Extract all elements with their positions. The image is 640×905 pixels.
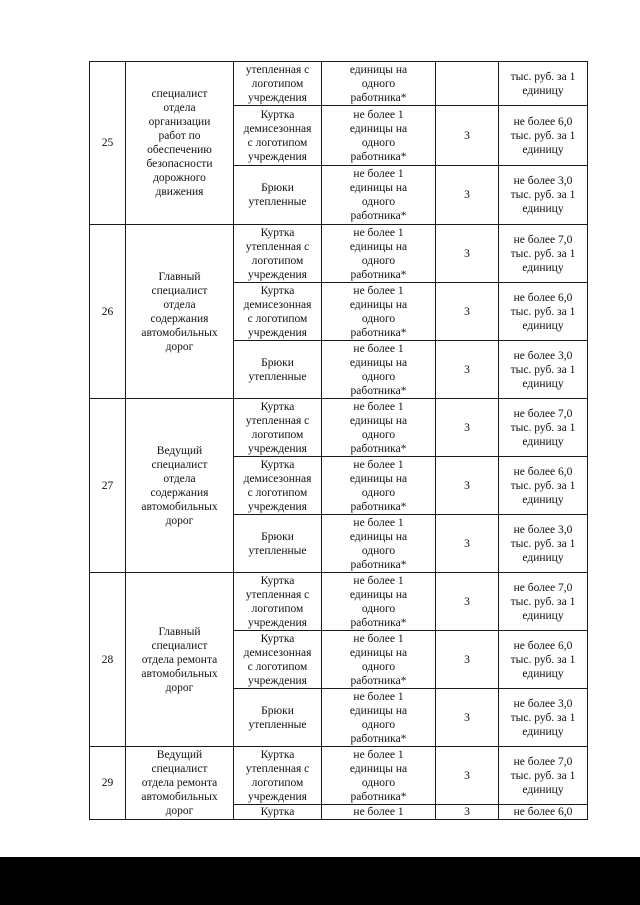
quantity-norm: единицы на одного работника* bbox=[322, 62, 436, 106]
wear-period: 3 bbox=[436, 747, 499, 805]
clothing-item: Брюки утепленные bbox=[234, 515, 322, 573]
row-number: 25 bbox=[90, 62, 126, 225]
clothing-item: утепленная с логотипом учреждения bbox=[234, 62, 322, 106]
wear-period: 3 bbox=[436, 805, 499, 820]
row-number: 26 bbox=[90, 225, 126, 399]
table-row bbox=[90, 747, 588, 805]
row-number: 29 bbox=[90, 747, 126, 820]
quantity-norm: не более 1 единицы на одного работника* bbox=[322, 106, 436, 166]
position-title: специалист отдела организации работ по обеспечению безопасности дорожного движения bbox=[126, 62, 234, 225]
quantity-norm: не более 1 единицы на одного работника* bbox=[322, 283, 436, 341]
row-number: 27 bbox=[90, 399, 126, 573]
clothing-item: Куртка утепленная с логотипом учреждения bbox=[234, 225, 322, 283]
price-limit: не более 6,0 bbox=[499, 805, 588, 820]
wear-period: 3 bbox=[436, 631, 499, 689]
equipment-norms-table bbox=[89, 61, 588, 820]
clothing-item: Куртка демисезонная с логотипом учреждения bbox=[234, 106, 322, 166]
clothing-item: Брюки утепленные bbox=[234, 689, 322, 747]
row-number: 28 bbox=[90, 573, 126, 747]
wear-period: 3 bbox=[436, 283, 499, 341]
price-limit: не более 6,0 тыс. руб. за 1 единицу bbox=[499, 457, 588, 515]
clothing-item: Куртка демисезонная с логотипом учреждения bbox=[234, 631, 322, 689]
quantity-norm: не более 1 единицы на одного работника* bbox=[322, 457, 436, 515]
clothing-item: Куртка утепленная с логотипом учреждения bbox=[234, 747, 322, 805]
quantity-norm: не более 1 bbox=[322, 805, 436, 820]
position-title: Главный специалист отдела ремонта автомобильных дорог bbox=[126, 573, 234, 747]
position-title: Главный специалист отдела содержания автомобильных дорог bbox=[126, 225, 234, 399]
clothing-item: Брюки утепленные bbox=[234, 341, 322, 399]
position-title: Ведущий специалист отдела ремонта автомобильных дорог bbox=[126, 747, 234, 820]
price-limit: тыс. руб. за 1 единицу bbox=[499, 62, 588, 106]
table-row bbox=[90, 225, 588, 283]
table-row bbox=[90, 399, 588, 457]
wear-period: 3 bbox=[436, 341, 499, 399]
price-limit: не более 3,0 тыс. руб. за 1 единицу bbox=[499, 166, 588, 225]
table-row bbox=[90, 62, 588, 106]
quantity-norm: не более 1 единицы на одного работника* bbox=[322, 225, 436, 283]
price-limit: не более 6,0 тыс. руб. за 1 единицу bbox=[499, 631, 588, 689]
wear-period bbox=[436, 62, 499, 106]
table-row bbox=[90, 573, 588, 631]
quantity-norm: не более 1 единицы на одного работника* bbox=[322, 631, 436, 689]
wear-period: 3 bbox=[436, 457, 499, 515]
quantity-norm: не более 1 единицы на одного работника* bbox=[322, 573, 436, 631]
price-limit: не более 7,0 тыс. руб. за 1 единицу bbox=[499, 573, 588, 631]
clothing-item: Куртка утепленная с логотипом учреждения bbox=[234, 573, 322, 631]
price-limit: не более 3,0 тыс. руб. за 1 единицу bbox=[499, 341, 588, 399]
quantity-norm: не более 1 единицы на одного работника* bbox=[322, 689, 436, 747]
wear-period: 3 bbox=[436, 515, 499, 573]
quantity-norm: не более 1 единицы на одного работника* bbox=[322, 515, 436, 573]
scan-bottom-edge bbox=[0, 857, 640, 905]
quantity-norm: не более 1 единицы на одного работника* bbox=[322, 166, 436, 225]
price-limit: не более 7,0 тыс. руб. за 1 единицу bbox=[499, 399, 588, 457]
quantity-norm: не более 1 единицы на одного работника* bbox=[322, 399, 436, 457]
price-limit: не более 3,0 тыс. руб. за 1 единицу bbox=[499, 515, 588, 573]
clothing-item: Брюки утепленные bbox=[234, 166, 322, 225]
clothing-item: Куртка утепленная с логотипом учреждения bbox=[234, 399, 322, 457]
price-limit: не более 7,0 тыс. руб. за 1 единицу bbox=[499, 747, 588, 805]
clothing-item: Куртка демисезонная с логотипом учреждения bbox=[234, 283, 322, 341]
quantity-norm: не более 1 единицы на одного работника* bbox=[322, 747, 436, 805]
wear-period: 3 bbox=[436, 573, 499, 631]
wear-period: 3 bbox=[436, 166, 499, 225]
clothing-item: Куртка демисезонная с логотипом учреждения bbox=[234, 457, 322, 515]
clothing-item: Куртка bbox=[234, 805, 322, 820]
price-limit: не более 7,0 тыс. руб. за 1 единицу bbox=[499, 225, 588, 283]
price-limit: не более 6,0 тыс. руб. за 1 единицу bbox=[499, 106, 588, 166]
quantity-norm: не более 1 единицы на одного работника* bbox=[322, 341, 436, 399]
wear-period: 3 bbox=[436, 689, 499, 747]
price-limit: не более 3,0 тыс. руб. за 1 единицу bbox=[499, 689, 588, 747]
price-limit: не более 6,0 тыс. руб. за 1 единицу bbox=[499, 283, 588, 341]
wear-period: 3 bbox=[436, 225, 499, 283]
wear-period: 3 bbox=[436, 106, 499, 166]
position-title: Ведущий специалист отдела содержания автомобильных дорог bbox=[126, 399, 234, 573]
wear-period: 3 bbox=[436, 399, 499, 457]
